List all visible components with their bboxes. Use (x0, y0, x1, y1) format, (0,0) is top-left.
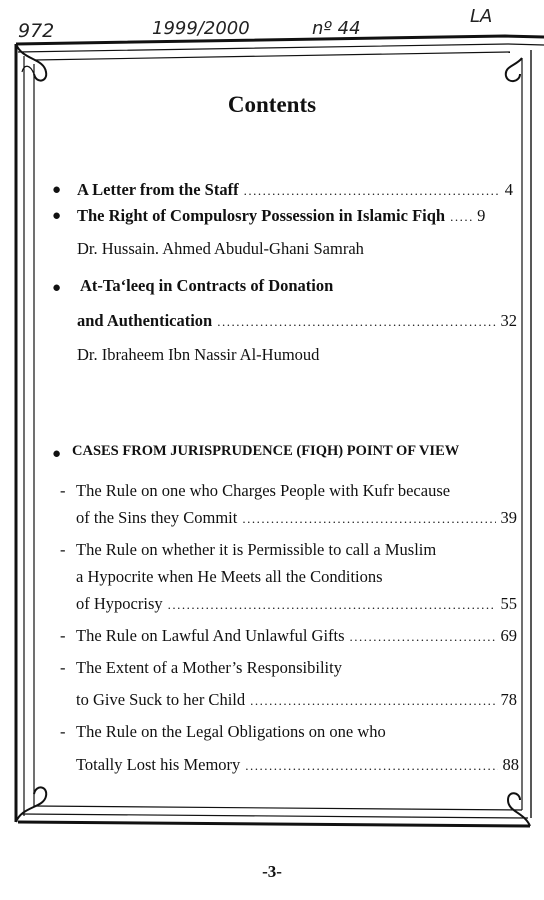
page-number: -3- (262, 862, 282, 881)
entry-title: and Authentication (77, 311, 213, 330)
case-page: 78 (500, 690, 517, 709)
toc-entry (77, 206, 513, 226)
leader-dots (450, 209, 472, 225)
toc-entry (77, 311, 517, 331)
handwritten-issue: nº 44 (312, 18, 361, 39)
case-line: The Rule on one who Charges People with Kufr because (76, 481, 451, 500)
case-line: Totally Lost his Memory (76, 755, 241, 774)
case-page: 55 (500, 594, 517, 613)
case-line: The Rule on the Legal Obligations on one who (76, 722, 386, 741)
leader-dots (217, 314, 495, 330)
case-entry (76, 690, 517, 710)
case-entry (76, 508, 517, 528)
leader-dots (245, 758, 497, 774)
dash-marker: - (60, 540, 66, 559)
case-entry (76, 594, 517, 614)
dash-marker: - (60, 481, 66, 500)
handwritten-code-right: LA (470, 6, 493, 27)
case-entry (76, 755, 519, 775)
leader-dots (244, 183, 500, 199)
entry-author: Dr. Ibraheem Ibn Nassir Al-Humoud (77, 345, 320, 364)
case-line: The Rule on whether it is Permissible to call a Muslim (76, 540, 437, 559)
entry-page: 9 (477, 206, 486, 225)
leader-dots (168, 597, 496, 613)
leader-dots (250, 693, 495, 709)
bullet-icon: ● (52, 182, 62, 198)
entry-title: A Letter from the Staff (77, 180, 239, 199)
leader-dots (242, 511, 495, 527)
case-line: The Rule on Lawful And Unlawful Gifts (76, 626, 345, 645)
case-line: a Hypocrite when He Meets all the Conditions (76, 567, 383, 586)
toc-entry (77, 180, 513, 200)
entry-page: 32 (500, 311, 517, 330)
bullet-icon: ● (52, 446, 62, 462)
bullet-icon: ● (52, 208, 62, 224)
section-heading: CASES FROM JURISPRUDENCE (FIQH) POINT OF VIEW (72, 443, 460, 459)
case-line: The Extent of a Mother’s Responsibility (76, 658, 342, 677)
case-line: of Hypocrisy (76, 594, 163, 613)
case-entry (76, 626, 517, 646)
leader-dots (350, 629, 496, 645)
entry-page: 4 (504, 180, 513, 199)
page-title: Contents (227, 92, 317, 117)
entry-title-line: At-Ta‘leeq in Contracts of Donation (80, 276, 334, 295)
case-page: 69 (500, 626, 517, 645)
dash-marker: - (60, 722, 66, 741)
case-page: 88 (502, 755, 519, 774)
case-page: 39 (500, 508, 517, 527)
case-line: to Give Suck to her Child (76, 690, 246, 709)
handwritten-year: 1999/2000 (152, 18, 250, 39)
entry-author: Dr. Hussain. Ahmed Abudul-Ghani Samrah (77, 239, 364, 258)
dash-marker: - (60, 626, 66, 645)
entry-title: The Right of Compulosry Possession in Islamic Fiqh (77, 206, 446, 225)
bullet-icon: ● (52, 280, 62, 296)
dash-marker: - (60, 658, 66, 677)
case-line: of the Sins they Commit (76, 508, 238, 527)
handwritten-code-left: 972 (18, 20, 55, 42)
